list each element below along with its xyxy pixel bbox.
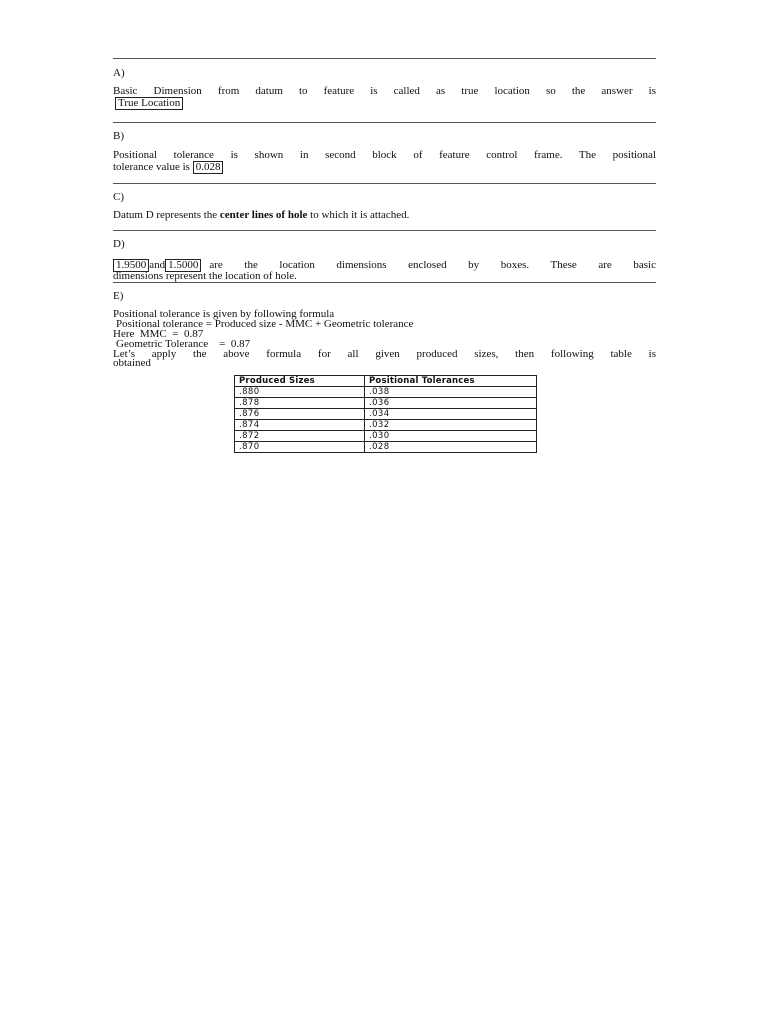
- section-e-geometric: Geometric Tolerance = 0.87: [116, 338, 251, 350]
- section-a-answer-row: [115, 97, 658, 110]
- table-cell-size: .878: [235, 398, 365, 409]
- table-header-produced-sizes: Produced Sizes: [235, 376, 365, 387]
- document-page: [113, 0, 656, 1024]
- section-a-text: Basic Dimension from datum to feature is called as true location so the answer is: [113, 85, 656, 97]
- section-d-label: D): [113, 238, 125, 250]
- divider: [113, 282, 656, 283]
- section-d-line2: dimensions represent the location of hole.: [113, 270, 297, 282]
- table-cell-tolerance: .036: [365, 398, 537, 409]
- table-header-row: [235, 376, 537, 387]
- table-row: [235, 409, 537, 420]
- table-cell-size: .872: [235, 431, 365, 442]
- section-a-label: A): [113, 67, 125, 79]
- section-b-line1: Positional tolerance is shown in second block of feature control frame. The positional: [113, 149, 656, 161]
- table-cell-size: .874: [235, 420, 365, 431]
- table-row: [235, 431, 537, 442]
- section-b-label: B): [113, 130, 124, 142]
- section-d-line1-post: are the location dimensions enclosed by boxes. These are basic: [209, 258, 656, 271]
- section-e-line5: Let’s apply the above formula for all given produced sizes, then following table is: [113, 348, 656, 360]
- divider: [113, 230, 656, 231]
- divider: [113, 58, 656, 59]
- tolerance-table: [234, 375, 537, 453]
- section-d-and: and: [149, 258, 166, 271]
- section-a-answer-box: True Location: [115, 97, 183, 110]
- section-d-box2: 1.5000: [165, 259, 201, 272]
- section-c-bold: center lines of hole: [219, 209, 308, 221]
- section-e-line1: Positional tolerance is given by following formula: [113, 308, 335, 320]
- divider: [113, 183, 656, 184]
- table-cell-tolerance: .032: [365, 420, 537, 431]
- table-cell-tolerance: .038: [365, 387, 537, 398]
- section-c-text: [113, 210, 656, 222]
- table-cell-tolerance: .030: [365, 431, 537, 442]
- section-b-line2-text: tolerance value is: [113, 161, 190, 173]
- section-e-formula: Positional tolerance = Produced size - MMC + Geometric tolerance: [116, 318, 414, 330]
- divider: [113, 122, 656, 123]
- section-b-answer-box: 0.028: [193, 161, 224, 174]
- section-c-label: C): [113, 191, 124, 203]
- section-e-mmc: Here MMC = 0.87: [113, 328, 204, 340]
- table-row: [235, 398, 537, 409]
- table-cell-size: .880: [235, 387, 365, 398]
- section-c-post: to which it is attached.: [310, 209, 410, 221]
- section-d-box1: 1.9500: [113, 259, 149, 272]
- section-e-label: E): [113, 290, 124, 302]
- table-row: [235, 442, 537, 453]
- section-c-pre: Datum D represents the: [113, 209, 218, 221]
- section-e-line6: obtained: [113, 357, 151, 369]
- table-row: [235, 387, 537, 398]
- table-cell-size: .870: [235, 442, 365, 453]
- table-row: [235, 420, 537, 431]
- table-cell-tolerance: .028: [365, 442, 537, 453]
- table-header-positional-tolerances: Positional Tolerances: [365, 376, 537, 387]
- section-b-line2: [113, 161, 656, 174]
- table-cell-tolerance: .034: [365, 409, 537, 420]
- table-cell-size: .876: [235, 409, 365, 420]
